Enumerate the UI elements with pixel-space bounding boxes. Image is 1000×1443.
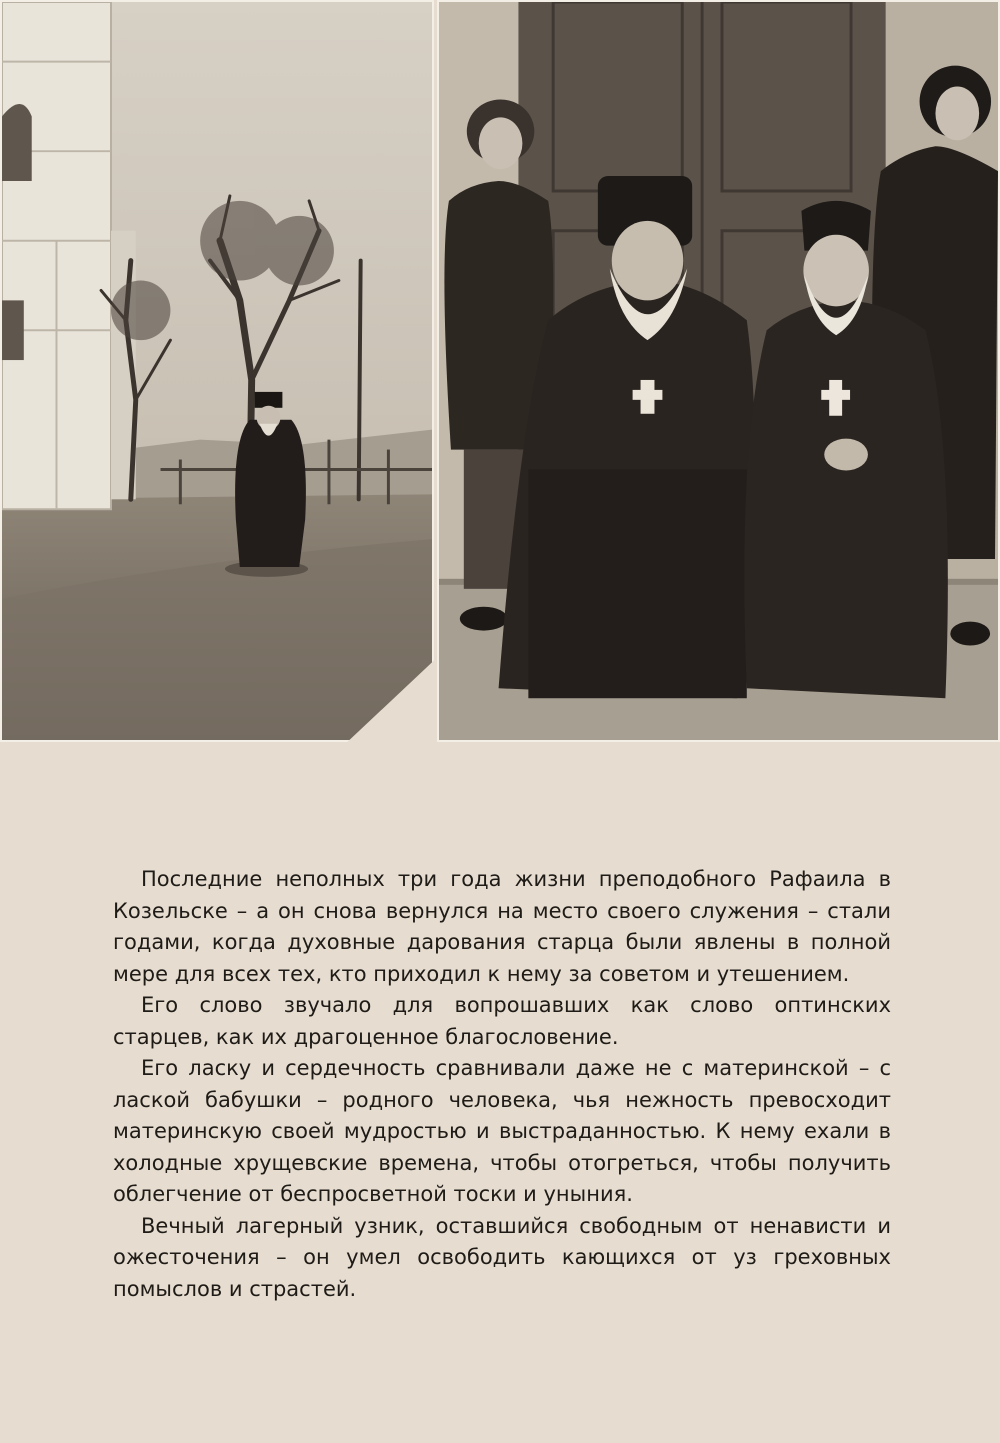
body-text bbox=[113, 864, 891, 1305]
paragraph-1: Последние неполных три года жизни преподобного Рафаила в Козельске – а он снова вернулся на место своего служения – стали годами, когда духовные дарования старца были явлены в полной мере для всех тех, кто приходил к нему за советом и утешением. bbox=[113, 867, 891, 986]
paragraph-4: Вечный лагерный узник, оставшийся свободным от ненависти и ожесточения – он умел освободить кающихся от уз греховных помыслов и страстей. bbox=[113, 1213, 891, 1301]
photo-group-of-clergy-and-nuns bbox=[437, 0, 1000, 742]
paragraph-3: Его ласку и сердечность сравнивали даже не с материнской – с лаской бабушки – родного человека, чья нежность превосходит материнскую своей мудростью и выстраданностью. К нему ехали в холодные хрущевские времена, чтобы отогреться, чтобы получить облегчение от беспросветной тоски и уныния. bbox=[113, 1056, 891, 1206]
photo-monk-by-church bbox=[0, 0, 434, 742]
paragraph-2: Его слово звучало для вопрошавших как слово оптинских старцев, как их драгоценное благословение. bbox=[113, 993, 891, 1049]
